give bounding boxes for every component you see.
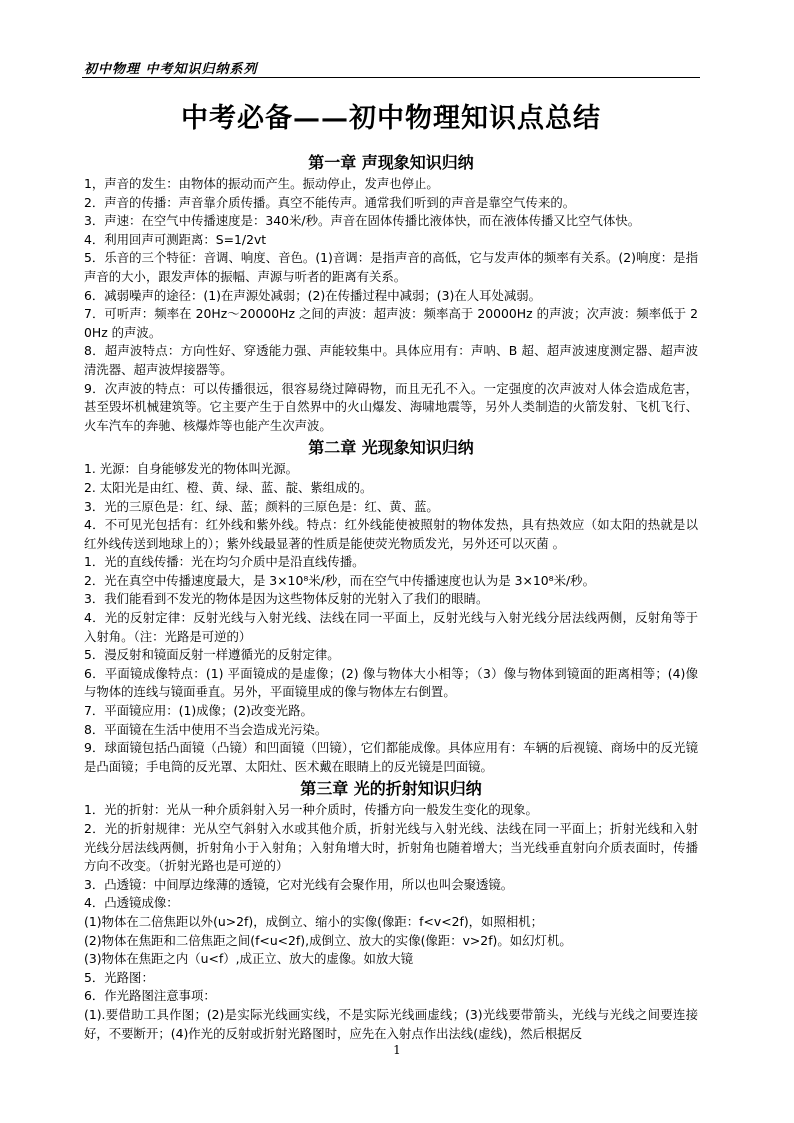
paragraph: 5．漫反射和镜面反射一样遵循光的反射定律。 (84, 647, 340, 663)
paragraph: (1).要借助工具作图；(2)是实际光线画实线，不是实际光线画虚线；(3)光线要带箭头，光线与光线之间要连接好，不要断开；(4)作光的反射或折射光路图时，应先在入射点作出法线(虚线)，然后根据反 (84, 1006, 698, 1041)
paragraph: 3．光的三原色是：红、绿、蓝；颜料的三原色是：红、黄、蓝。 (84, 498, 439, 514)
paragraph: 2．光的折射规律：光从空气斜射入水或其他介质，折射光线与入射光线、法线在同一平面上；折射光线和入射光线分居法线两侧，折射角小于入射角；入射角增大时，折射角也随着增大；当光线垂直射向介质表面时，传播方向不改变。（折射光路也是可逆的） (84, 821, 698, 874)
paragraph: 6．减弱噪声的途径：(1)在声源处减弱；(2)在传播过程中减弱；(3)在人耳处减弱。 (84, 287, 542, 303)
chapter-3-title: 第三章 光的折射知识归纳 (300, 779, 482, 799)
paragraph: 4．凸透镜成像： (84, 895, 179, 911)
running-header: 初中物理 中考知识归纳系列 (84, 62, 258, 77)
header-rule (82, 77, 700, 78)
paragraph: 7．平面镜应用：(1)成像；(2)改变光路。 (84, 703, 313, 719)
chapter-2-title: 第二章 光现象知识归纳 (308, 438, 474, 458)
paragraph: 5．乐音的三个特征：音调、响度、音色。(1)音调：是指声音的高低，它与发声体的频率有关系。(2)响度：是指声音的大小，跟发声体的振幅、声源与听者的距离有关系。 (84, 250, 698, 284)
paragraph: (1)物体在二倍焦距以外(u>2f)，成倒立、缩小的实像(像距：f<v<2f)，如照相机； (84, 913, 544, 929)
paragraph: 4．不可见光包括有：红外线和紫外线。特点：红外线能使被照射的物体发热，具有热效应（如太阳的热就是以红外线传送到地球上的）；紫外线最显著的性质是能使荧光物质发光，另外还可以灭菌 。 (84, 517, 698, 551)
chapter-1-title: 第一章 声现象知识归纳 (308, 153, 474, 172)
document-title: 中考必备——初中物理知识点总结 (181, 103, 601, 134)
paragraph: 4．光的反射定律：反射光线与入射光线、法线在同一平面上，反射光线与入射光线分居法线两侧，反射角等于入射角。（注：光路是可逆的） (84, 610, 698, 644)
paragraph: 5．光路图： (84, 969, 154, 985)
document-body (84, 150, 698, 1043)
paragraph: 1. 光源：自身能够发光的物体叫光源。 (84, 461, 299, 477)
paragraph: 2．光在真空中传播速度最大，是 3×10⁸米/秒，而在空气中传播速度也认为是 3×10⁸米/秒。 (84, 572, 595, 588)
paragraph: (3)物体在焦距之内（u<f）,成正立、放大的虚像。如放大镜 (84, 951, 414, 967)
paragraph: 2．声音的传播：声音靠介质传播。真空不能传声。通常我们听到的声音是靠空气传来的。 (84, 194, 576, 210)
paragraph: 8．超声波特点：方向性好、穿透能力强、声能较集中。具体应用有：声呐、B 超、超声波速度测定器、超声波清洗器、超声波焊接器等。 (84, 343, 698, 377)
paragraph: (2)物体在焦距和二倍焦距之间(f<u<2f),成倒立、放大的实像(像距：v>2f)。如幻灯机。 (84, 932, 572, 948)
paragraph: 2. 太阳光是由红、橙、黄、绿、蓝、靛、紫组成的。 (84, 479, 373, 495)
paragraph: 3．我们能看到不发光的物体是因为这些物体反射的光射入了我们的眼睛。 (84, 591, 489, 607)
paragraph: 8．平面镜在生活中使用不当会造成光污染。 (84, 721, 328, 737)
paragraph: 6．作光路图注意事项： (84, 988, 216, 1004)
paragraph: 3．声速：在空气中传播速度是：340米/秒。声音在固体传播比液体快，而在液体传播又比空气体快。 (84, 213, 641, 229)
page-number: 1 (393, 1043, 401, 1057)
paragraph: 7．可听声：频率在 20Hz～20000Hz 之间的声波：超声波：频率高于 20000Hz 的声波；次声波：频率低于 20Hz 的声波。 (84, 306, 698, 340)
paragraph: 1．光的折射：光从一种介质斜射入另一种介质时，传播方向一般发生变化的现象。 (84, 802, 538, 818)
paragraph: 9．球面镜包括凸面镜（凸镜）和凹面镜（凹镜），它们都能成像。具体应用有：车辆的后视镜、商场中的反光镜是凸面镜；手电筒的反光罩、太阳灶、医术戴在眼睛上的反光镜是凹面镜。 (84, 740, 698, 774)
paragraph: 1，声音的发生：由物体的振动而产生。振动停止，发声也停止。 (84, 176, 439, 191)
paragraph: 6．平面镜成像特点：(1) 平面镜成的是虚像；(2) 像与物体大小相等；（3）像与物体到镜面的距离相等；(4)像与物体的连线与镜面垂直。另外，平面镜里成的像与物体左右倒置。 (84, 665, 698, 700)
paragraph: 4．利用回声可测距离：S=1/2vt (84, 231, 267, 247)
paragraph: 1．光的直线传播：光在均匀介质中是沿直线传播。 (84, 554, 365, 570)
paragraph: 3．凸透镜：中间厚边缘薄的透镜，它对光线有会聚作用，所以也叫会聚透镜。 (84, 876, 514, 892)
paragraph: 9．次声波的特点：可以传播很远，很容易绕过障碍物，而且无孔不入。一定强度的次声波对人体会造成危害，甚至毁坏机械建筑等。它主要产生于自然界中的火山爆发、海啸地震等，另外人类制造的火箭发射、飞机飞行、火车汽车的奔驰、核爆炸等也能产生次声波。 (84, 380, 698, 433)
